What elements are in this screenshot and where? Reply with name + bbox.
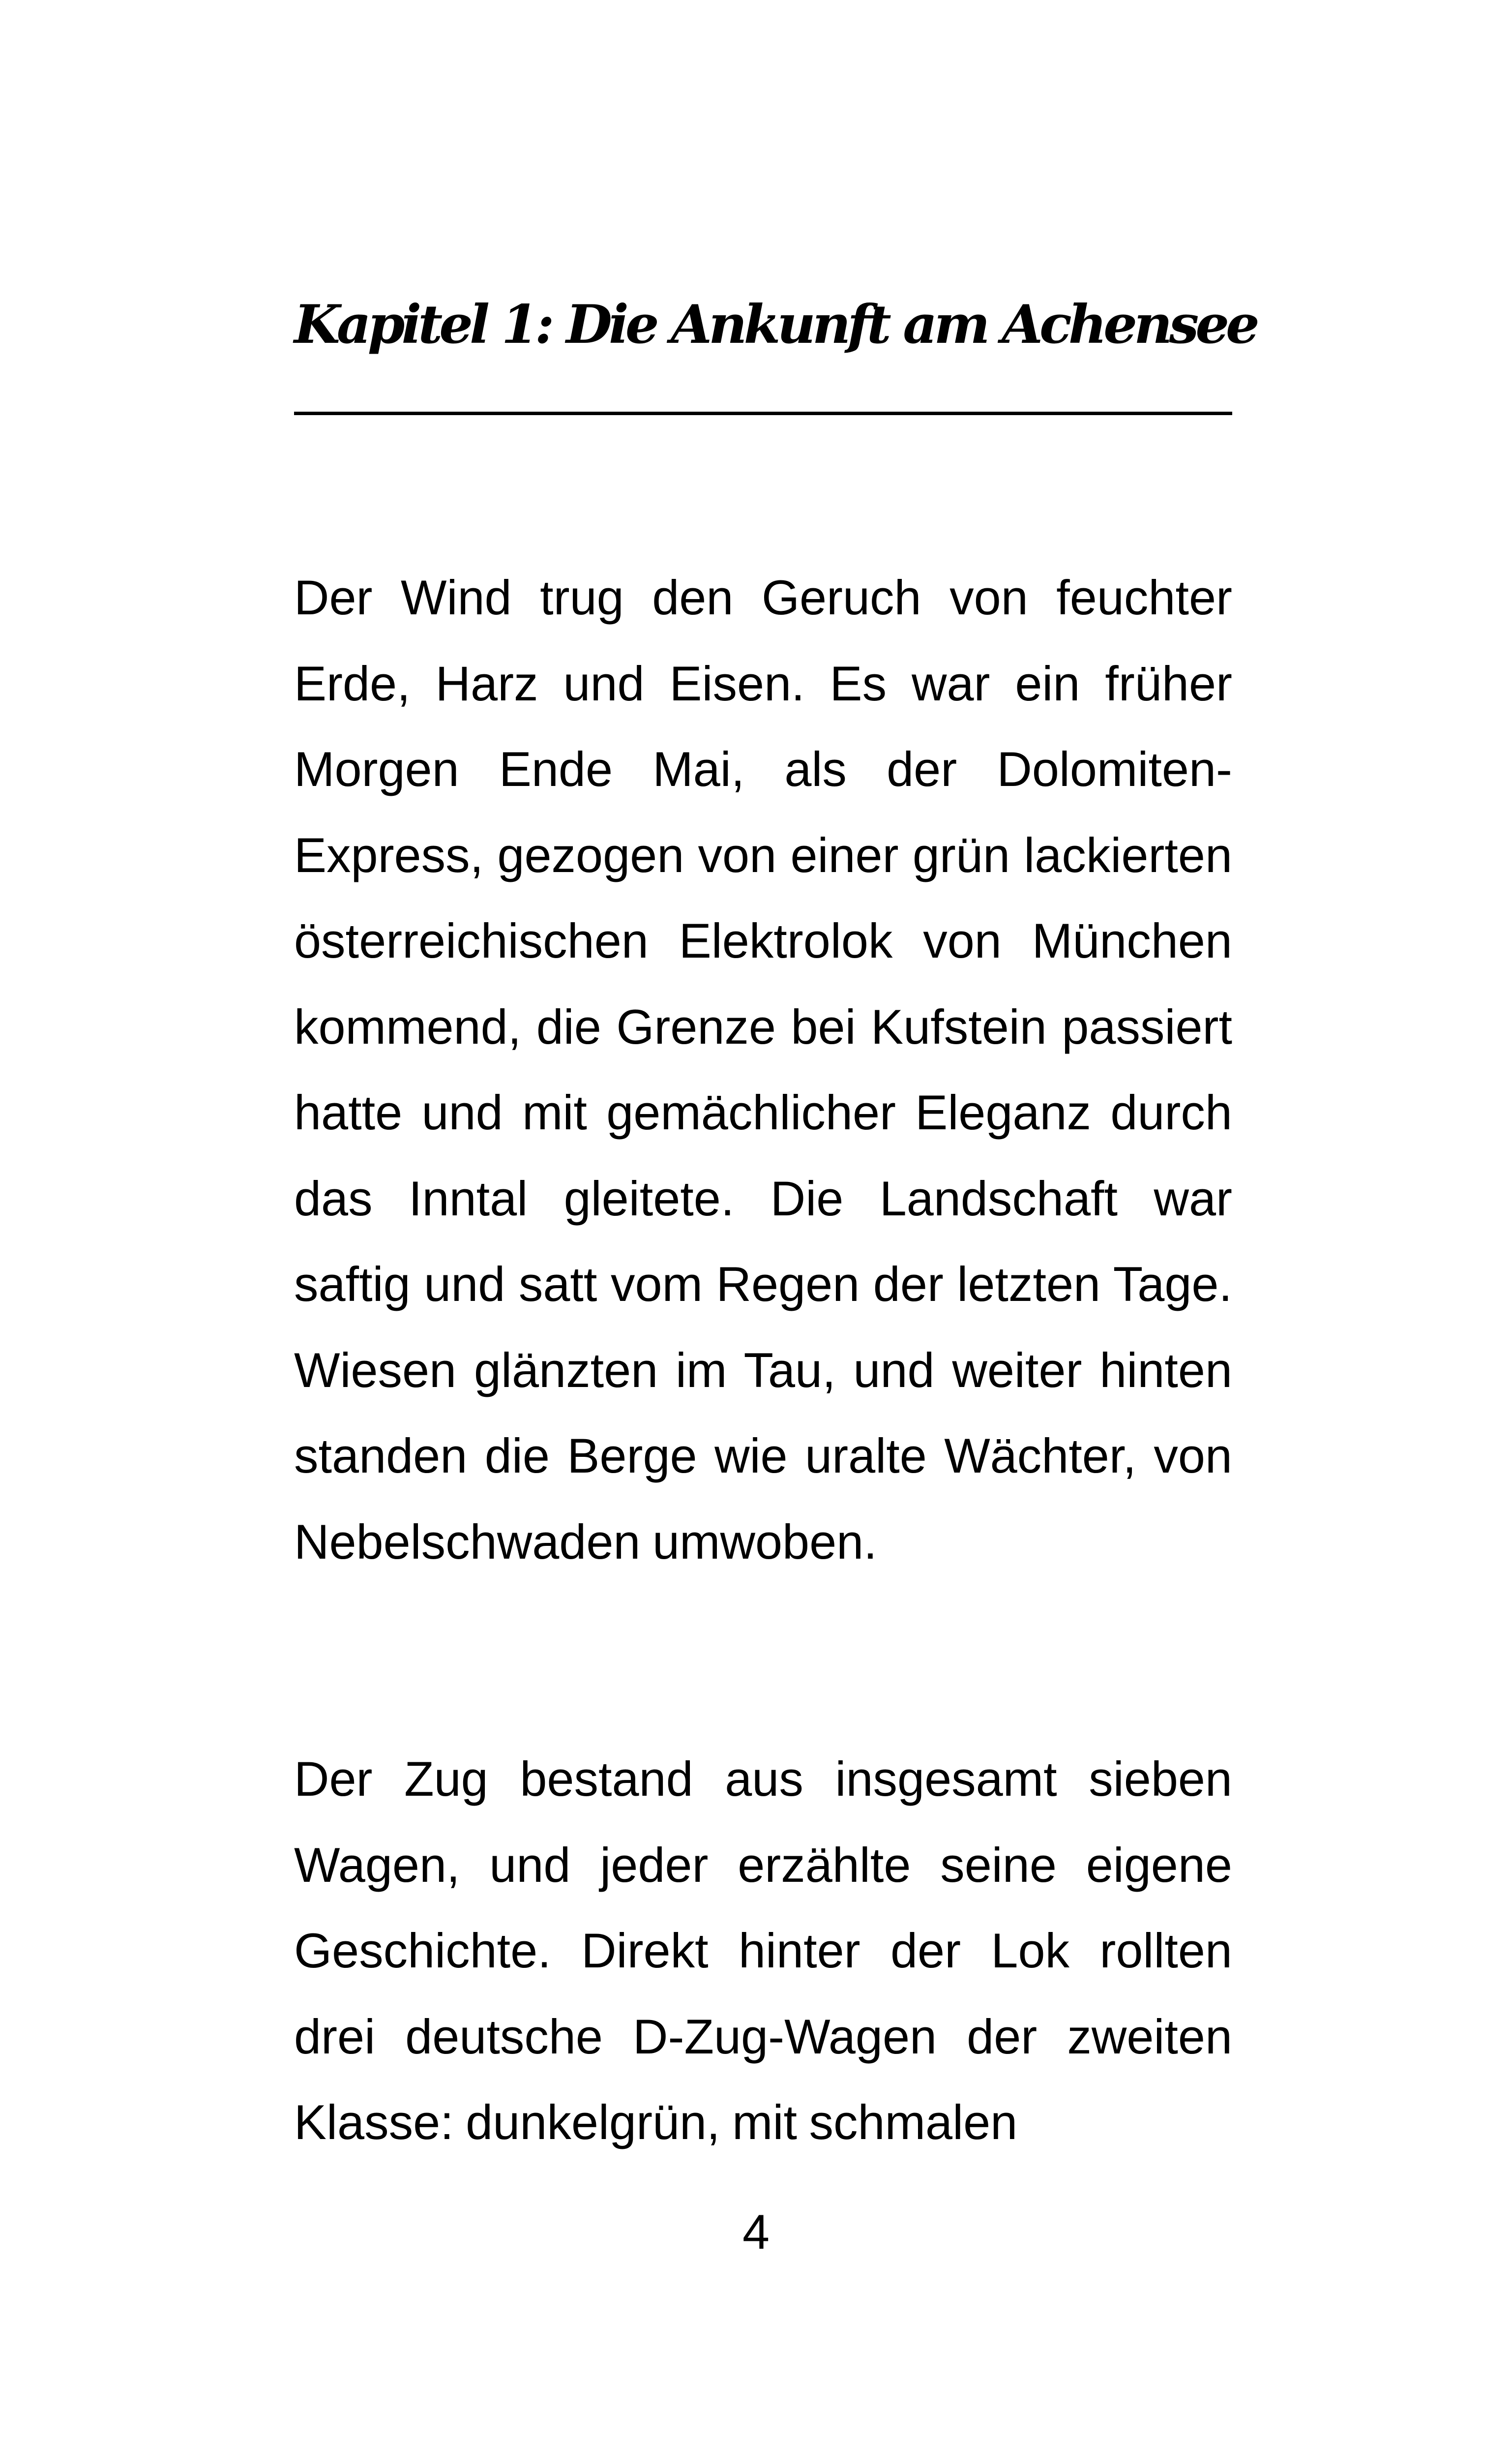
paragraph-1: Der Wind trug den Geruch von feuchter Erde, Harz und Eisen. Es war ein früher Morgen Ende Mai, als der Dolomiten-Express, gezogen von einer grün lackierten österreichischen Elektrolok von München kommend, die Grenze bei Kufstein passiert hatte und mit gemächlicher Eleganz durch das Inntal gleitete. Die Landschaft war saftig und satt vom Regen der letzten Tage. Wiesen glänzten im Tau, und weiter hinten standen die Berge wie uralte Wächter, von Nebelschwaden umwoben. <box>294 570 1232 1569</box>
page-number: 4 <box>742 2204 770 2259</box>
title-divider <box>294 412 1232 415</box>
paragraph-2: Der Zug bestand aus insgesamt sieben Wagen, und jeder erzählte seine eigene Geschichte. Direkt hinter der Lok rollten drei deutsche D-Zug-Wagen der zweiten Klasse: dunkelgrün, mit schmalen <box>294 1751 1232 2149</box>
chapter-title: Kapitel 1: Die Ankunft am Achensee <box>294 294 1256 356</box>
